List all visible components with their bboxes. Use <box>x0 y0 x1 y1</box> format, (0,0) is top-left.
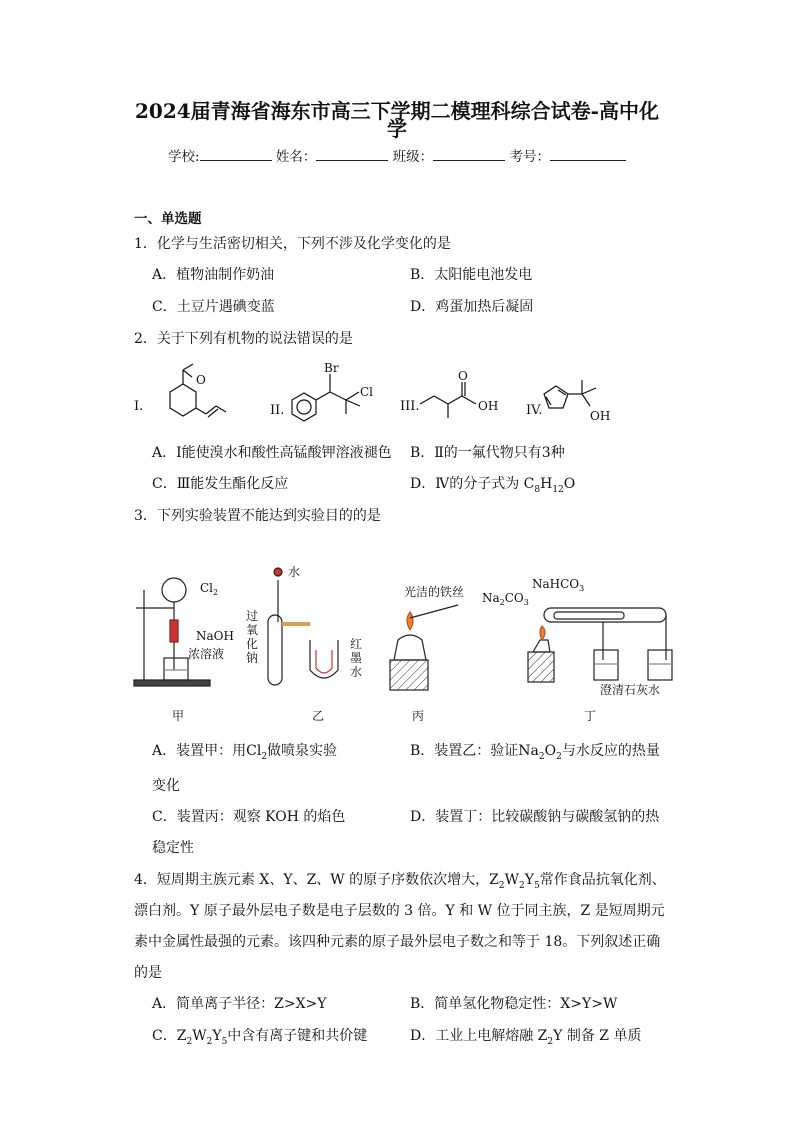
q2-option-d[interactable]: D．Ⅳ的分子式为 $C_8H_{12}O$ <box>410 476 576 495</box>
q2-label-3: III. <box>400 399 420 414</box>
q1-option-d[interactable]: D．鸡蛋加热后凝固 <box>410 299 534 315</box>
q2-option-a[interactable]: A．Ⅰ能使溴水和酸性高锰酸钾溶液褪色 <box>152 445 392 461</box>
name-blank[interactable] <box>316 146 388 161</box>
q2-option-c[interactable]: C．Ⅲ能发生酯化反应 <box>152 476 289 492</box>
fig-caption-yi: 乙 <box>312 709 325 723</box>
fig-ink-char-3: 水 <box>350 665 363 679</box>
name-label: 姓名： <box>275 149 317 165</box>
student-info <box>0 145 794 165</box>
q1-option-a[interactable]: A．植物油制作奶油 <box>152 267 275 283</box>
q3-option-b[interactable]: B．装置乙：验证$Na_2O_2$与水反应的热量 <box>410 743 660 762</box>
q3-option-b-continued: 变化 <box>152 778 180 794</box>
fig-water-label: 水 <box>288 565 301 579</box>
q4-option-d[interactable]: D．工业上电解熔融 $Z_2Y$ 制备 Z 单质 <box>410 1028 642 1047</box>
fig-ink-char-1: 红 <box>350 637 363 651</box>
fig-limewater-label: 澄清石灰水 <box>600 683 661 697</box>
q2-option-b[interactable]: B．Ⅱ的一氟代物只有3种 <box>410 445 565 461</box>
q4-stem-line3: 素中金属性最强的元素。该四种元素的原子最外层电子数之和等于 18。下列叙述正确 <box>134 934 661 950</box>
fig-caption-jia: 甲 <box>172 709 185 723</box>
school-blank[interactable] <box>200 146 272 161</box>
q4-option-b[interactable]: B．简单氢化物稳定性：X>Y>W <box>410 996 618 1012</box>
section-heading: 一、单选题 <box>134 211 202 227</box>
q4-stem-line1: 4．短周期主族元素 X、Y、Z、W 的原子序数依次增大，$Z_2W_2Y_5$常作食品抗氧化剂、 <box>134 872 666 891</box>
q4-option-a[interactable]: A．简单离子半径：Z>X>Y <box>152 996 327 1012</box>
q2-label-1: I. <box>134 399 144 414</box>
q2-atom-o-carbonyl: O <box>458 369 468 383</box>
q4-stem-line2: 漂白剂。Y 原子最外层电子数是电子层数的 3 倍。Y 和 W 位于同主族，Z 是短周期元 <box>134 903 665 919</box>
q3-apparatus-figure <box>128 560 688 730</box>
q1-stem: 1．化学与生活密切相关，下列不涉及化学变化的是 <box>134 236 451 252</box>
fig-nahco3-label: NaHCO$_3$ <box>532 577 585 593</box>
q3-option-d[interactable]: D．装置丁：比较碳酸钠与碳酸氢钠的热 <box>410 809 660 825</box>
page-title-line1: 2024届青海省海东市高三下学期二模理科综合试卷-高中化 <box>135 99 659 123</box>
school-label: 学校: <box>168 149 200 165</box>
q2-atom-cl: Cl <box>360 385 374 399</box>
q2-atom-oh: OH <box>478 399 499 413</box>
fig-iron-wire-label: 光洁的铁丝 <box>404 585 465 599</box>
q2-label-4: IV. <box>526 403 543 418</box>
id-blank[interactable] <box>550 146 626 161</box>
fig-ink-char-2: 墨 <box>350 651 363 665</box>
fig-peroxide-char-1: 过 <box>246 609 259 623</box>
q4-stem-line4: 的是 <box>134 965 162 981</box>
fig-naoh-label: NaOH <box>196 629 234 643</box>
fig-cl2-label: $Cl_2$ <box>200 581 219 597</box>
q2-label-2: II. <box>270 403 285 418</box>
page-title-line2: 学 <box>387 117 407 141</box>
q2-atom-o: O <box>196 373 206 387</box>
q1-option-b[interactable]: B．太阳能电池发电 <box>410 267 533 283</box>
class-label: 班级： <box>392 149 434 165</box>
q4-option-c[interactable]: C．$Z_2W_2Y_5$中含有离子键和共价键 <box>152 1028 368 1047</box>
q3-option-c[interactable]: C．装置丙：观察 KOH 的焰色 <box>152 809 346 825</box>
q1-option-c[interactable]: C．土豆片遇碘变蓝 <box>152 299 275 315</box>
fig-peroxide-char-2: 氧 <box>246 623 259 637</box>
fig-peroxide-char-3: 化 <box>246 637 259 651</box>
fig-peroxide-char-4: 钠 <box>246 651 259 665</box>
fig-na2co3-label: $Na_2CO_3$ <box>482 591 529 607</box>
fig-caption-bing: 丙 <box>412 709 425 723</box>
q2-stem: 2．关于下列有机物的说法错误的是 <box>134 331 353 347</box>
class-blank[interactable] <box>433 146 505 161</box>
q3-option-d-continued: 稳定性 <box>152 840 194 856</box>
q3-option-a[interactable]: A．装置甲：用$Cl_2$做喷泉实验 <box>152 743 338 762</box>
q3-stem: 3．下列实验装置不能达到实验目的的是 <box>134 508 381 524</box>
q2-atom-oh-2: OH <box>590 409 611 423</box>
q2-atom-br: Br <box>324 361 339 375</box>
id-label: 考号： <box>509 149 550 165</box>
fig-naoh-solution-label: 浓溶液 <box>188 647 225 661</box>
fig-caption-ding: 丁 <box>584 709 597 723</box>
q2-structures-figure <box>130 360 650 440</box>
